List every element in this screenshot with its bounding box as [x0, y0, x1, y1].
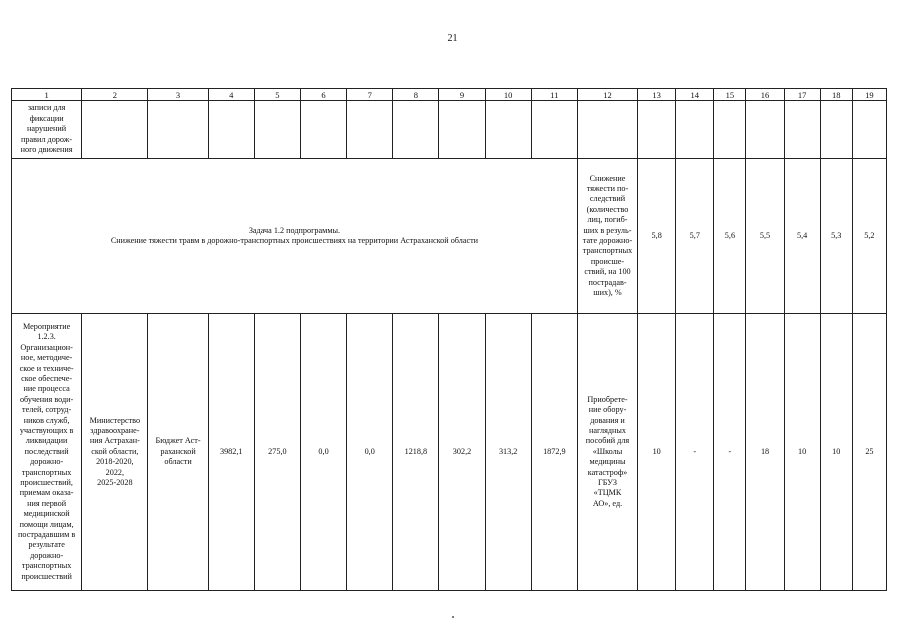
text-line: ское и техниче- [19, 363, 74, 373]
executor-text [83, 416, 146, 489]
column-number: 6 [300, 89, 346, 101]
text-line: участвующих в [19, 425, 74, 435]
table-row [12, 314, 887, 591]
text-line: «ТЦМК [593, 488, 622, 498]
text-line: ния первой [27, 498, 67, 508]
executor-cell [82, 314, 148, 591]
text-line: происшествий [21, 571, 72, 581]
text-line: катастроф» [587, 467, 628, 477]
text-line: Мероприятие [23, 321, 71, 331]
column-number: 1 [12, 89, 82, 101]
indicator-value: 5,5 [746, 159, 784, 314]
activity-text [13, 322, 80, 582]
column-number: 13 [638, 89, 676, 101]
text-line: ников служб, [23, 415, 70, 425]
text-line: Снижение тяжести травм в дорожно-транспортных происшествиях на территории Астраханской области [110, 236, 479, 245]
text-line: ГБУЗ [598, 478, 617, 488]
column-number: 18 [820, 89, 852, 101]
table-row [12, 159, 887, 314]
text-line: следствий [589, 194, 626, 204]
header-row [12, 89, 887, 101]
text-line: пострадавшим в [18, 530, 76, 540]
text-line: (количество [586, 204, 629, 214]
column-number: 7 [347, 89, 393, 101]
text-line: Организацион- [20, 342, 73, 352]
column-number: 19 [852, 89, 886, 101]
funding-source-text [149, 436, 206, 467]
column-number: 12 [577, 89, 637, 101]
text-line: записи для [27, 103, 66, 113]
text-line: фиксации [29, 113, 64, 123]
column-number: 9 [439, 89, 485, 101]
text-line: ших в резуль- [583, 225, 632, 235]
text-line: медицинской [23, 509, 70, 519]
table-row [12, 101, 887, 159]
text-line: ших), % [593, 288, 622, 298]
page-number: 21 [447, 33, 458, 44]
indicator-value: 25 [852, 314, 886, 591]
indicator-value: 5,4 [784, 159, 820, 314]
text-line: правил дорож- [21, 134, 73, 144]
column-number: 10 [485, 89, 531, 101]
column-number: 4 [208, 89, 254, 101]
text-line: дорожно- [30, 457, 64, 467]
funding-amount: 302,2 [439, 314, 485, 591]
column-number: 16 [746, 89, 784, 101]
text-line: дорожно- [30, 550, 64, 560]
indicator-value: 10 [638, 314, 676, 591]
text-line: 2022, [105, 467, 125, 477]
text-line: обучения води- [19, 394, 74, 404]
text-line: происше- [590, 256, 625, 266]
funding-amount: 0,0 [347, 314, 393, 591]
text-line: дования и [590, 415, 625, 425]
indicator-value: 5,8 [638, 159, 676, 314]
activity-cell [12, 101, 82, 159]
text-line: пособий для [585, 436, 630, 446]
column-number: 8 [393, 89, 439, 101]
text-line: тяжести по- [586, 183, 629, 193]
text-line: телей, сотруд- [22, 405, 72, 415]
indicator-value: 5,7 [676, 159, 714, 314]
indicator-text [579, 395, 636, 509]
indicator-value: 10 [784, 314, 820, 591]
indicator-value: - [714, 314, 746, 591]
column-number: 5 [254, 89, 300, 101]
funding-amount: 313,2 [485, 314, 531, 591]
funding-amount: 275,0 [254, 314, 300, 591]
text-line: транспортных [21, 561, 72, 571]
text-line: «Школы [592, 446, 623, 456]
indicator-value: - [676, 314, 714, 591]
text-line: ское обеспече- [21, 373, 73, 383]
text-line: тате дорожно- [582, 236, 633, 245]
text-line: происшествий, [20, 478, 73, 488]
column-number: 11 [531, 89, 577, 101]
column-number: 3 [148, 89, 208, 101]
text-line: АО», ед. [592, 498, 623, 508]
text-line: ской области, [91, 446, 139, 456]
text-line: ное, методиче- [20, 353, 73, 363]
text-line: медицины [589, 457, 626, 467]
column-number: 17 [784, 89, 820, 101]
activity-text [13, 103, 80, 155]
text-line: Бюджет Аст- [155, 436, 201, 446]
text-line: пострадав- [588, 277, 627, 287]
text-line: наглядных [589, 425, 626, 435]
indicator-cell [577, 314, 637, 591]
text-line: ствий, на 100 [584, 267, 631, 277]
text-line: ние обору- [588, 405, 627, 415]
text-line: Приобрете- [587, 394, 628, 404]
text-line: нарушений [27, 124, 67, 134]
text-line: последствий [24, 446, 69, 456]
text-line: Снижение [589, 173, 626, 183]
text-line: ние процесса [23, 384, 70, 394]
text-line: раханской [160, 446, 196, 456]
text-line: области [164, 457, 192, 467]
task-title-cell [12, 159, 578, 314]
task-title [13, 226, 576, 247]
text-line: ния Астрахан- [89, 436, 140, 446]
indicator-value: 18 [746, 314, 784, 591]
column-number: 14 [676, 89, 714, 101]
text-line: 1.2.3. [37, 332, 56, 342]
scan-dot [452, 616, 454, 618]
program-table [11, 88, 887, 591]
text-line: 2025-2028 [97, 478, 133, 488]
indicator-value: 5,2 [852, 159, 886, 314]
text-line: результате [28, 540, 65, 550]
text-line: транспортных [582, 246, 633, 256]
indicator-cell [577, 159, 637, 314]
indicator-value: 10 [820, 314, 852, 591]
column-number: 15 [714, 89, 746, 101]
text-line: 2018-2020, [96, 457, 134, 467]
funding-source-cell [148, 314, 208, 591]
funding-amount: 1872,9 [531, 314, 577, 591]
text-line: здравоохране- [90, 425, 140, 435]
text-line: Задача 1.2 подпрограммы. [248, 225, 341, 235]
indicator-value: 5,3 [820, 159, 852, 314]
funding-amount: 0,0 [300, 314, 346, 591]
text-line: Министерство [89, 415, 141, 425]
text-line: ликвидации [25, 436, 68, 446]
activity-cell [12, 314, 82, 591]
column-number: 2 [82, 89, 148, 101]
text-line: лиц, погиб- [587, 215, 628, 225]
indicator-value: 5,6 [714, 159, 746, 314]
funding-amount: 3982,1 [208, 314, 254, 591]
text-line: транспортных [21, 467, 72, 477]
text-line: приемам оказа- [19, 488, 74, 498]
text-line: ного движения [20, 145, 73, 155]
text-line: помощи лицам, [19, 519, 74, 529]
funding-amount: 1218,8 [393, 314, 439, 591]
indicator-text [579, 174, 636, 299]
